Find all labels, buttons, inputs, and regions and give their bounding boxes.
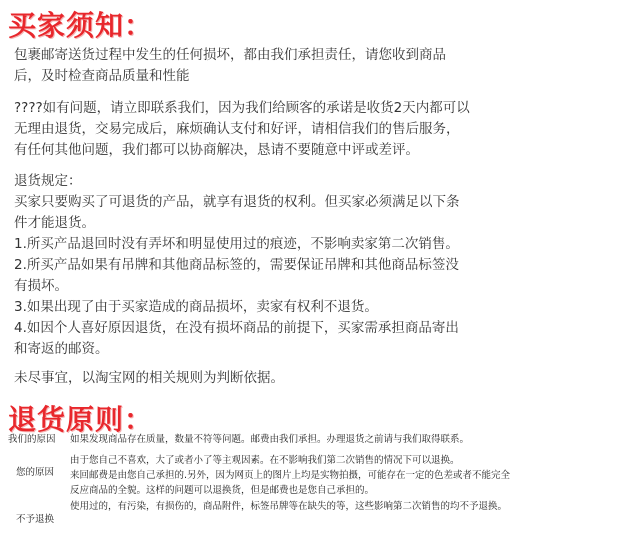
policy-label: 您的原因: [16, 467, 55, 478]
notice-paragraph-contact: [14, 98, 614, 161]
policy-title: 退货原则：: [8, 403, 154, 436]
rule-item: 4.如因个人喜好原因退货，在没有损坏商品的前提下，买家需承担商品寄出: [14, 320, 459, 336]
text-line: 有损坏。: [14, 278, 68, 294]
policy-row-our-fault: [8, 432, 612, 447]
rule-item: 1.所买产品退回时没有弄坏和明显使用过的痕迹，不影响卖家第二次销售。: [14, 236, 459, 252]
policy-row-your-fault: [8, 453, 612, 499]
policy-row-no-return: [8, 499, 612, 529]
text-line: 未尽事宜，以淘宝网的相关规则为判断依据。: [14, 370, 284, 386]
rule-item: 3.如果出现了由于买家造成的商品损坏，卖家有权利不退货。: [14, 299, 378, 315]
notice-paragraph-damage: [14, 45, 614, 87]
text-line: 和寄返的邮资。: [14, 341, 109, 357]
text-line: ????如有问题，请立即联系我们，因为我们给顾客的承诺是收货2天内都可以: [14, 100, 470, 116]
notice-title: 买家须知：: [8, 9, 154, 42]
policy-label: 不予退换: [16, 514, 55, 525]
text-line: 件才能退货。: [14, 215, 95, 231]
policy-text: 由于您自己不喜欢，大了或者小了等主观因素。在不影响我们第二次销售的情况下可以退换。: [70, 455, 460, 466]
text-line: 包裹邮寄送货过程中发生的任何损坏，都由我们承担责任，请您收到商品: [14, 47, 446, 63]
policy-text: 如果发现商品存在质量，数量不符等问题。邮费由我们承担。办理退货之前请与我们取得联系。: [70, 434, 470, 445]
rule-item: 2.所买产品如果有吊牌和其他商品标签的，需要保证吊牌和其他商品标签没: [14, 257, 459, 273]
policy-label: 我们的原因: [8, 434, 56, 445]
policy-text: 使用过的，有污染，有损伤的，商品附件，标签吊牌等在缺失的等，这些影响第二次销售的均不予退换。: [70, 501, 508, 512]
notice-paragraph-return-rules: [14, 171, 614, 360]
policy-text: 反应商品的全貌。这样的问题可以退换货，但是邮费也是您自己承担的。: [70, 485, 375, 496]
notice-paragraph-other: [14, 368, 614, 389]
text-line: 有任何其他问题，我们都可以协商解决，恳请不要随意中评或差评。: [14, 142, 419, 158]
text-line: 后，及时检查商品质量和性能: [14, 68, 190, 84]
text-line: 买家只要购买了可退货的产品，就享有退货的权利。但买家必须满足以下条: [14, 194, 460, 210]
text-line: 无理由退货，交易完成后，麻烦确认支付和好评，请相信我们的售后服务，: [14, 121, 460, 137]
text-line: 退货规定：: [14, 173, 82, 189]
policy-text: 来回邮费是由您自己承担的.另外，因为网页上的图片上均是实物拍摄，可能存在一定的色差或者不能完全: [70, 470, 511, 481]
